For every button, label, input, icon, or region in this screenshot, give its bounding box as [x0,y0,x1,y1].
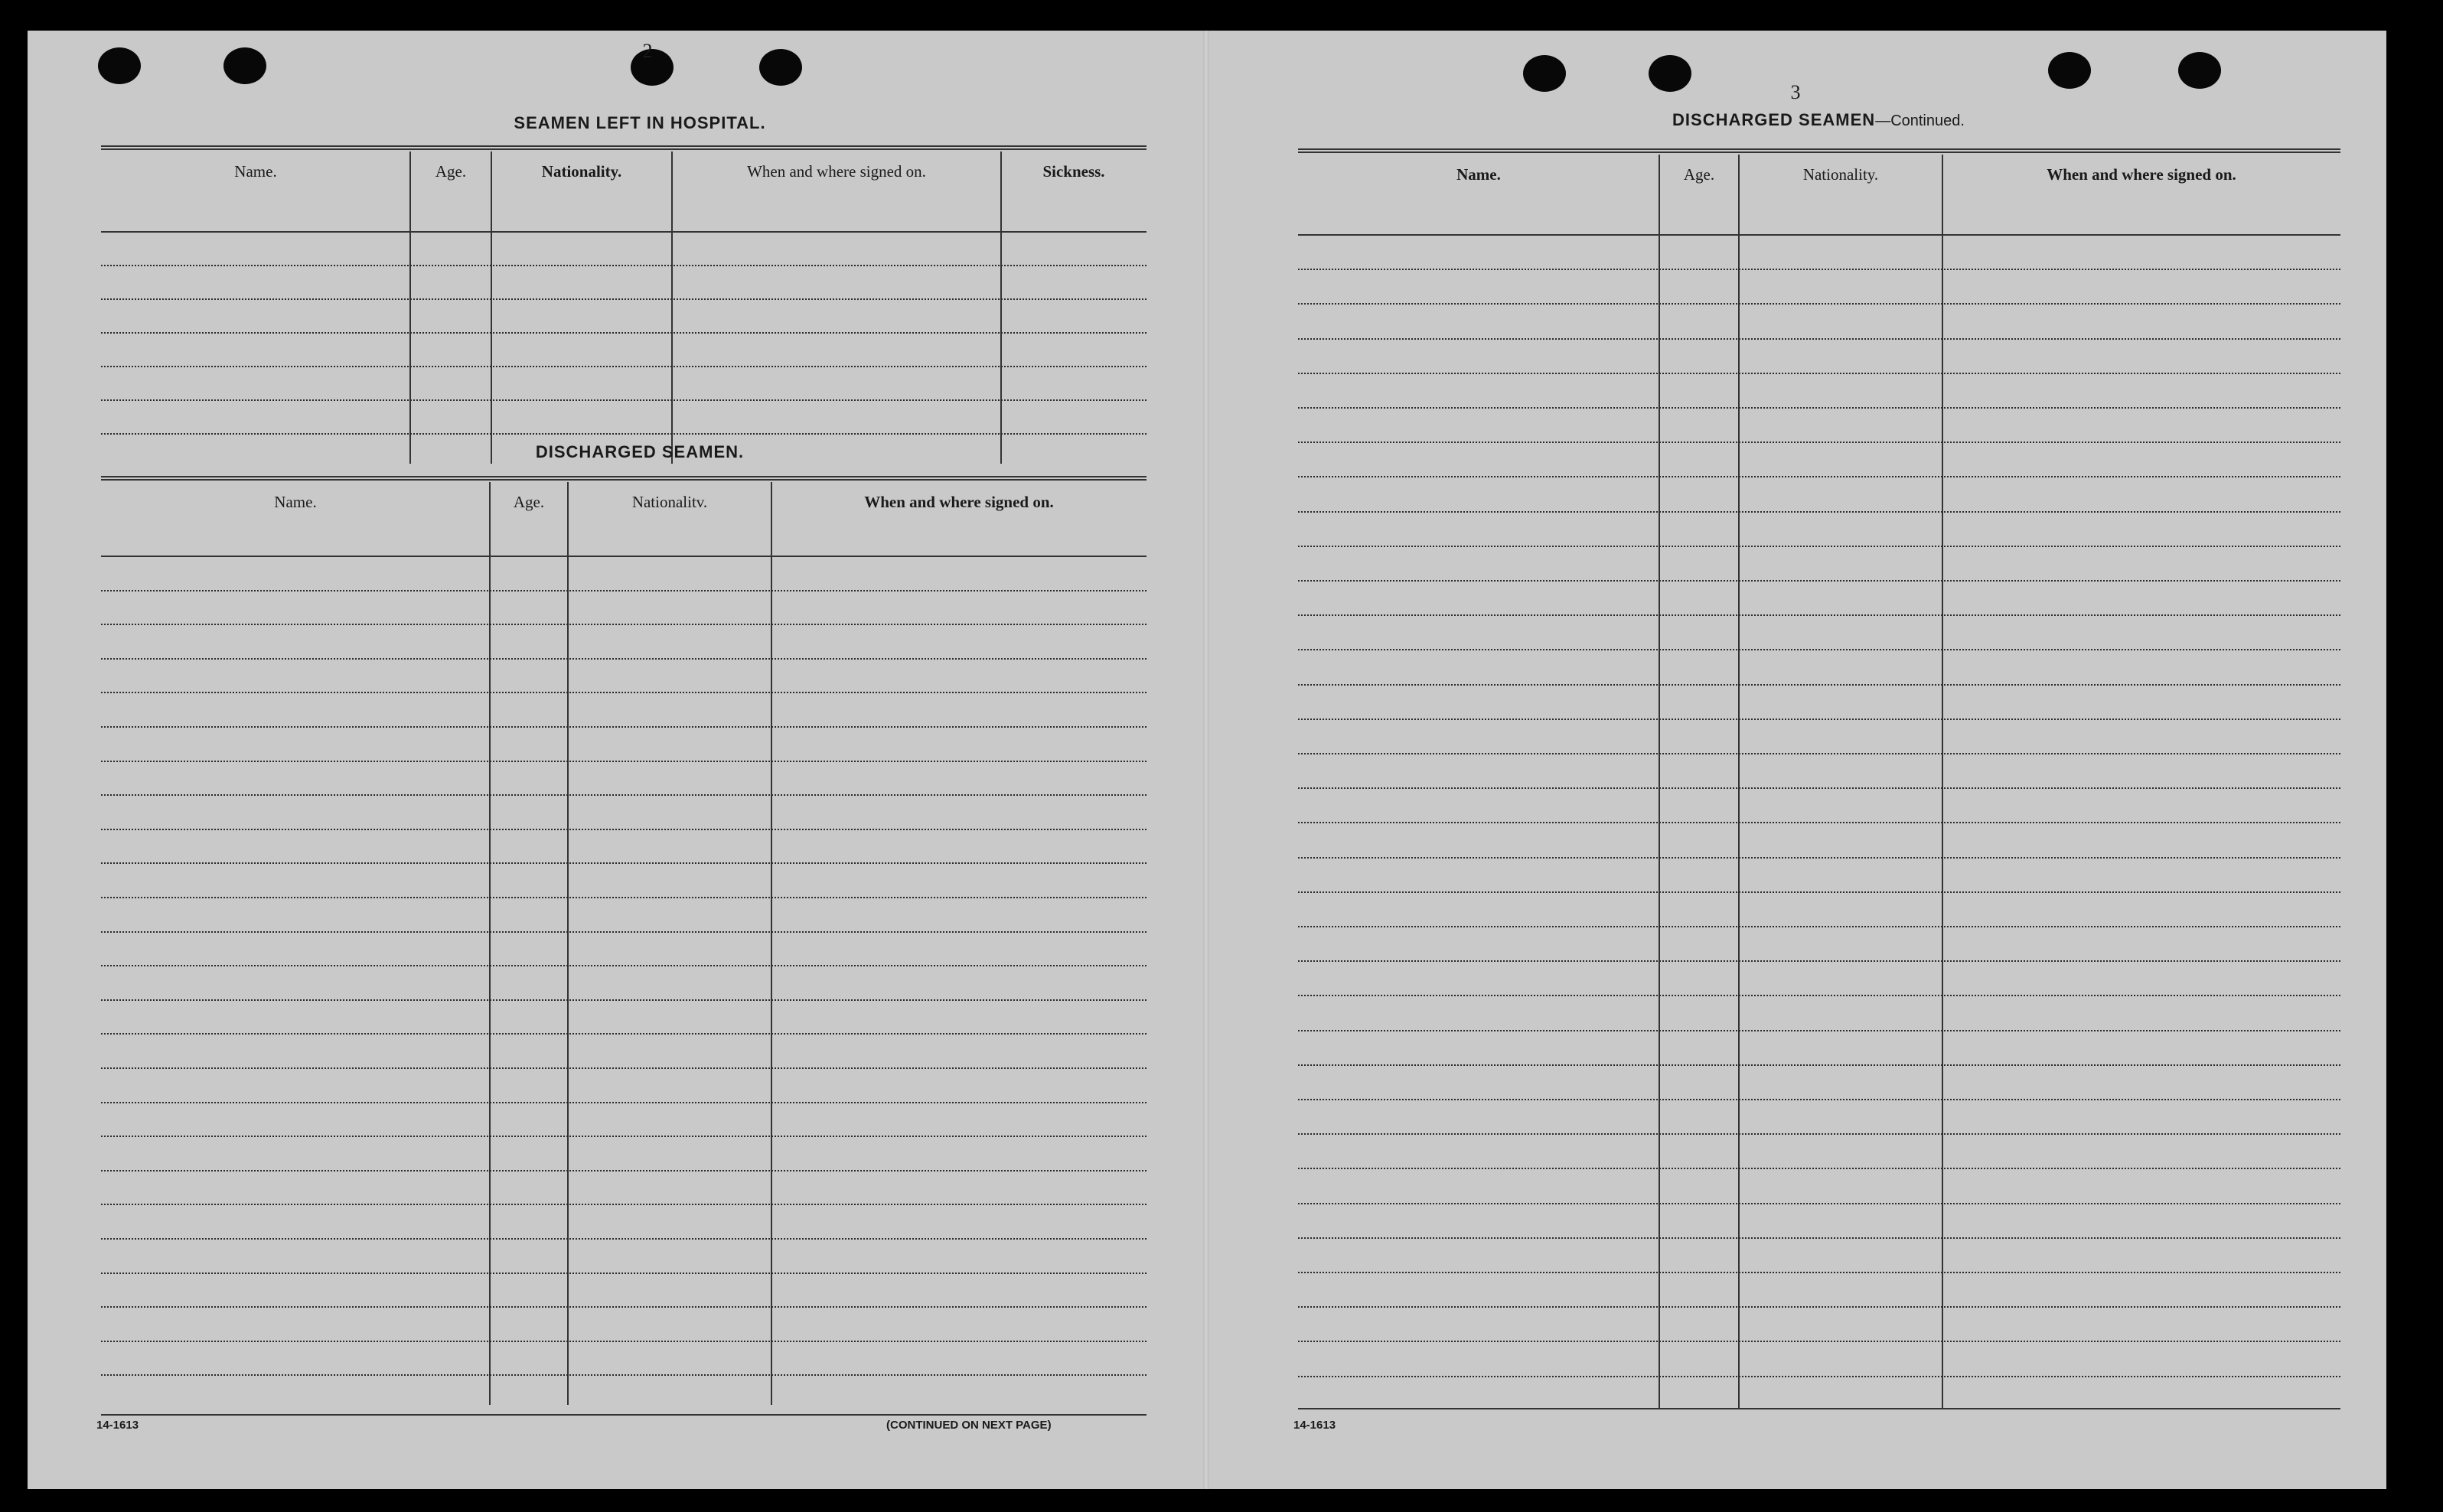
punch-hole [223,47,266,84]
discharged-section-title: DISCHARGED SEAMEN. [535,442,745,461]
table-row [1298,857,2340,859]
table-row [1298,442,2340,443]
column-divider [491,152,492,464]
table-row [101,590,1146,591]
table-row [101,726,1146,728]
table-row [1298,649,2340,650]
table-row [1298,511,2340,513]
table-row [1298,614,2340,616]
double-rule [101,476,1146,481]
double-rule [101,145,1146,150]
table-row [1298,1306,2340,1308]
column-divider [567,482,569,1405]
table-row [101,1238,1146,1240]
table-row [101,965,1146,966]
punch-hole [98,47,141,84]
table-row [1298,1099,2340,1100]
table-row [1298,338,2340,340]
column-header: When and where signed on. [864,493,1054,511]
table-row [101,1306,1146,1308]
table-row [101,658,1146,660]
table-row [1298,1272,2340,1273]
punch-hole [1523,55,1566,92]
column-header: Name. [274,493,317,511]
table-row [101,624,1146,625]
table-row [1298,822,2340,823]
table-row [1298,960,2340,962]
table-row [101,794,1146,796]
left-page [28,31,1206,1489]
table-row [101,1033,1146,1035]
table-row [1298,891,2340,893]
page-number: 3 [1790,81,1801,103]
column-divider [1659,155,1660,1409]
table-row [1298,373,2340,374]
column-divider [671,152,673,464]
table-row [1298,1133,2340,1135]
bottom-rule [101,1414,1146,1416]
table-header [101,152,1146,231]
table-row [101,433,1146,435]
column-header: Name. [234,162,277,181]
table-row [101,298,1146,300]
form-number: 14-1613 [96,1419,139,1432]
table-row [101,829,1146,830]
column-divider [409,152,411,464]
table-row [1298,1341,2340,1342]
table-row [101,999,1146,1001]
continued-suffix: —Continued. [1875,112,1965,129]
column-header: Age. [513,493,545,511]
discharged-continued-title [1436,110,2201,130]
column-header: Age. [435,162,467,181]
table-row [101,1170,1146,1171]
header-rule [101,556,1146,557]
table-row [1298,1237,2340,1239]
discharged-continued-table [1298,155,2340,1409]
double-rule [1298,148,2340,153]
table-row [101,265,1146,266]
hospital-section-title: SEAMEN LEFT IN HOSPITAL. [514,113,766,132]
column-header: Nationalitv. [631,493,708,511]
table-row [101,366,1146,367]
table-row [1298,303,2340,305]
table-header [101,482,1146,556]
column-divider [1942,155,1943,1409]
column-header: Nationality. [541,162,622,181]
table-row [1298,476,2340,477]
discharged-table [101,482,1146,1405]
page-number: 2 [642,40,653,62]
column-header: Name. [1456,165,1501,184]
punch-hole [759,49,802,86]
table-row [101,332,1146,334]
discharged-title-text: DISCHARGED SEAMEN [1672,110,1876,129]
punch-hole [1649,55,1691,92]
punch-hole [2048,52,2091,89]
column-divider [771,482,772,1405]
ledger-sheet [28,31,2386,1489]
table-row [101,761,1146,762]
column-header: Nationality. [1802,165,1879,184]
column-header: When and where signed on. [2047,165,2236,184]
column-divider [1000,152,1002,464]
hospital-table [101,152,1146,464]
table-row [1298,269,2340,270]
table-row [101,399,1146,401]
table-row [101,1067,1146,1069]
punch-hole [2178,52,2221,89]
table-row [1298,407,2340,409]
table-row [101,1374,1146,1376]
column-divider [1738,155,1740,1409]
column-header: Sickness. [1042,162,1105,181]
table-row [1298,753,2340,754]
table-row [101,1272,1146,1274]
table-row [101,897,1146,898]
bottom-rule [1298,1408,2340,1409]
column-header: Age. [1683,165,1715,184]
table-row [101,1136,1146,1137]
table-row [101,1204,1146,1205]
table-row [1298,1168,2340,1169]
table-row [1298,719,2340,720]
table-row [1298,787,2340,789]
table-row [1298,1376,2340,1377]
column-divider [489,482,491,1405]
table-row [101,692,1146,693]
table-row [1298,1203,2340,1204]
header-rule [1298,234,2340,236]
table-row [1298,546,2340,547]
table-row [101,1102,1146,1103]
table-row [101,862,1146,864]
table-row [1298,684,2340,686]
table-row [1298,580,2340,582]
table-row [101,931,1146,933]
form-number: 14-1613 [1293,1419,1336,1432]
continued-note: (CONTINUED ON NEXT PAGE) [886,1419,1052,1432]
table-row [1298,1064,2340,1066]
table-header [1298,155,2340,234]
table-row [101,1341,1146,1342]
column-header: When and where signed on. [747,162,926,181]
header-rule [101,231,1146,233]
table-row [1298,926,2340,927]
right-page [1206,31,2386,1489]
table-row [1298,995,2340,996]
table-row [1298,1030,2340,1031]
